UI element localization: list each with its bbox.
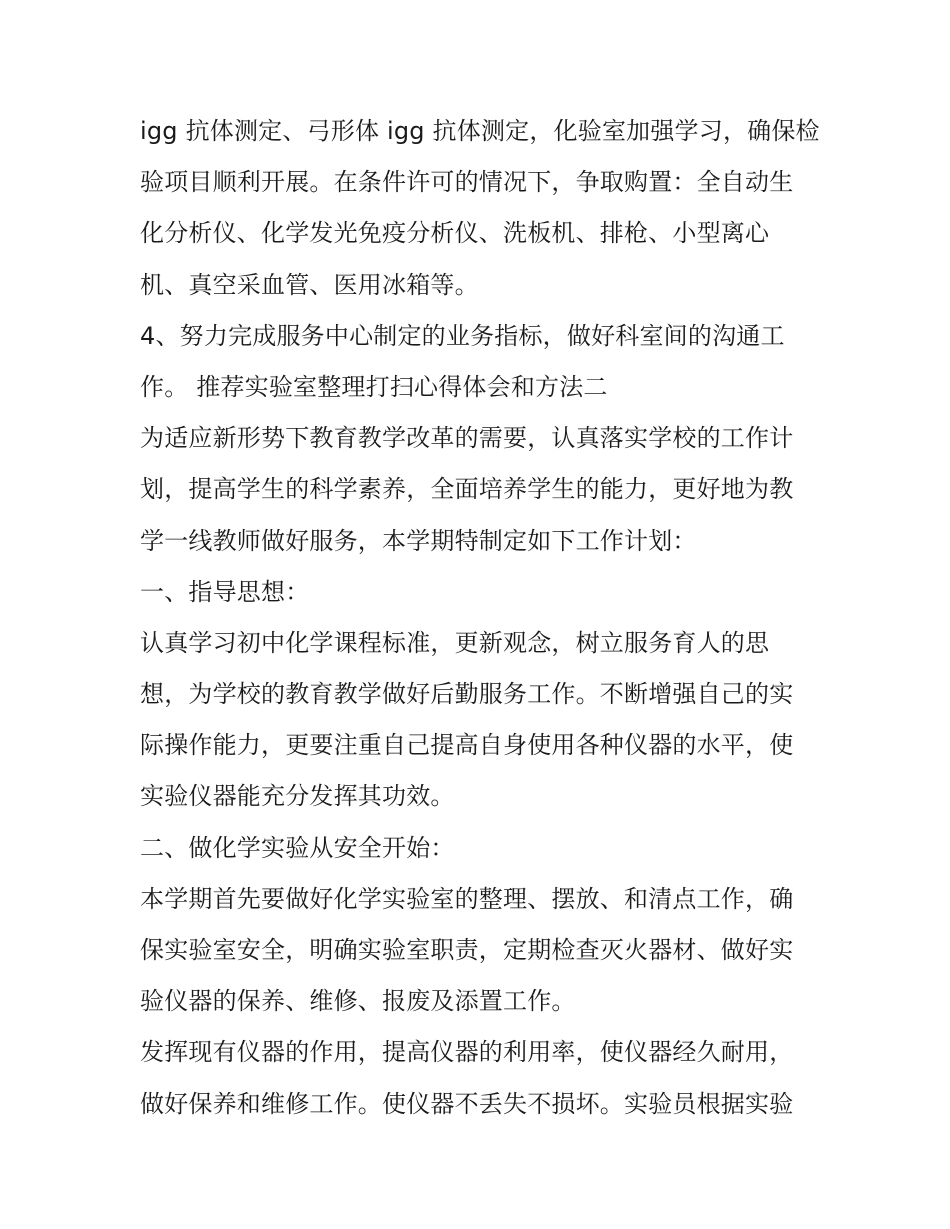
text-line: 划，提高学生的科学素养，全面培养学生的能力，更好地为教 [140,475,794,504]
text-line: 机、真空采血管、医用冰箱等。 [140,270,479,299]
text-line: 认真学习初中化学课程标准，更新观念，树立服务育人的思 [140,628,770,657]
text-line: 发挥现有仪器的作用，提高仪器的利用率，使仪器经久耐用， [140,1038,794,1067]
text-line: 4、努力完成服务中心制定的业务指标，做好科室间的沟通工 [140,321,785,350]
text-line: 实验仪器能充分发挥其功效。 [140,782,455,811]
text-line: 为适应新形势下教育教学改革的需要，认真落实学校的工作计 [140,424,794,453]
text-line: 想，为学校的教育教学做好后勤服务工作。不断增强自己的实 [140,680,794,709]
section-heading: 二、做化学实验从安全开始： [140,833,455,862]
text-line: 验仪器的保养、维修、报废及添置工作。 [140,987,576,1016]
text-line: 作。 推荐实验室整理打扫心得体会和方法二 [140,372,608,401]
text-line: 保实验室安全，明确实验室职责，定期检查灭火器材、做好实 [140,936,794,964]
section-heading: 一、指导思想： [140,577,310,606]
text-line: 本学期首先要做好化学实验室的整理、摆放、和清点工作，确 [140,884,794,913]
text-line: igg 抗体测定、弓形体 igg 抗体测定，化验室加强学习，确保检 [140,117,820,145]
document-body [140,106,830,1130]
text-line: 验项目顺利开展。在条件许可的情况下，争取购置：全自动生 [140,168,794,197]
text-line: 化分析仪、化学发光免疫分析仪、洗板机、排枪、小型离心 [140,219,770,248]
text-line: 学一线教师做好服务，本学期特制定如下工作计划： [140,526,697,555]
text-line: 做好保养和维修工作。使仪器不丢失不损坏。实验员根据实验 [140,1089,794,1118]
text-line: 际操作能力，更要注重自己提高自身使用各种仪器的水平，使 [140,731,794,760]
